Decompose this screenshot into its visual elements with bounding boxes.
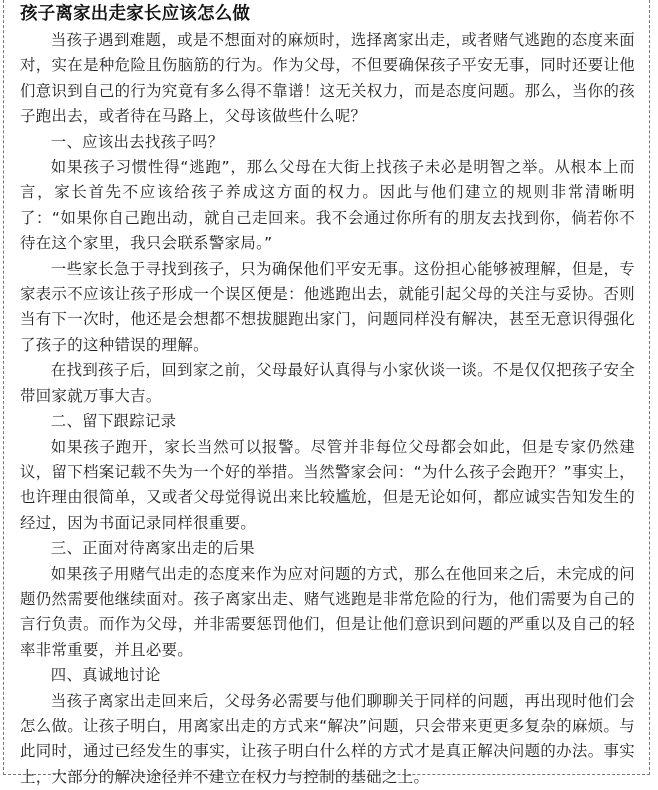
paragraph-intro: 当孩子遇到难题，或是不想面对的麻烦时，选择离家出走，或者赌气逃跑的态度来面对，实在是种危险且伤脑筋的行为。作为父母，不但要确保孩子平安无事，同时还要让他们意识到自己的行为究竟有多么得不靠谱！这无关权力，而是态度问题。那么，当你的孩子跑出去，或者待在马路上，父母该做些什么呢？ — [20, 31, 635, 126]
section-heading-1: 一、应该出去找孩子吗？ — [50, 132, 224, 151]
section-heading-3: 三、正面对待离家出走的后果 — [50, 539, 255, 558]
paragraph-3: 如果孩子用赌气出走的态度来作为应对问题的方式，那么在他回来之后，未完成的问题仍然需要他继续面对。孩子离家出走、赌气逃跑是非常危险的行为，他们需要为自己的言行负责。而作为父母，并非需要惩罚他们，但是让他们意识到问题的严重以及自己的轻率非常重要，并且必要。 — [20, 564, 635, 659]
paragraph-1a: 如果孩子习惯性得“逃跑”，那么父母在大街上找孩子未必是明智之举。从根本上而言，家长首先不应该给孩子养成这方面的权力。因此与他们建立的规则非常清晰明了：“如果你自己跑出动，就自己走回来。我不会通过你所有的朋友去找到你，倘若你不待在这个家里，我只会联系警家局。” — [20, 158, 635, 253]
paragraph-2: 如果孩子跑开，家长当然可以报警。尽管并非每位父母都会如此，但是专家仍然建议，留下档案记载不失为一个好的举措。当然警家会问：“为什么孩子会跑开？”事实上，也许理由很简单，又或者父母觉得说出来比较尴尬，但是无论如何，都应诚实告知发生的经过，因为书面记录同样很重要。 — [20, 437, 635, 532]
section-heading-4: 四、真诚地讨论 — [50, 666, 161, 685]
paragraph-1b: 一些家长急于寻找到孩子，只为确保他们平安无事。这份担心能够被理解，但是，专家表示不应该让孩子形成一个误区便是：他逃跑出去，就能引起父母的关注与妥协。否则当有下一次时，他还是会想都不想拔腿跑出家门，问题同样没有解决，甚至无意识得强化了孩子的这种错误的理解。 — [20, 259, 635, 354]
article-title: 孩子离家出走家长应该怎么做 — [20, 4, 251, 24]
paragraph-1c: 在找到孩子后，回到家之前，父母最好认真得与小家伙谈一谈。不是仅仅把孩子安全带回家就万事大吉。 — [20, 361, 635, 405]
article-frame — [3, 0, 650, 786]
section-heading-2: 二、留下跟踪记录 — [50, 412, 177, 431]
paragraph-4: 当孩子离家出走回来后，父母务必需要与他们聊聊关于同样的问题，再出现时他们会怎么做。让孩子明白，用离家出走的方式来“解决”问题，只会带来更更多复杂的麻烦。与此同时，通过已经发生的事实，让孩子明白什么样的方式才是真正解决问题的办法。事实上，大部分的解决途径并不建立在权力与控制的基础之上。 — [20, 691, 635, 786]
article-body — [4, 2, 649, 790]
